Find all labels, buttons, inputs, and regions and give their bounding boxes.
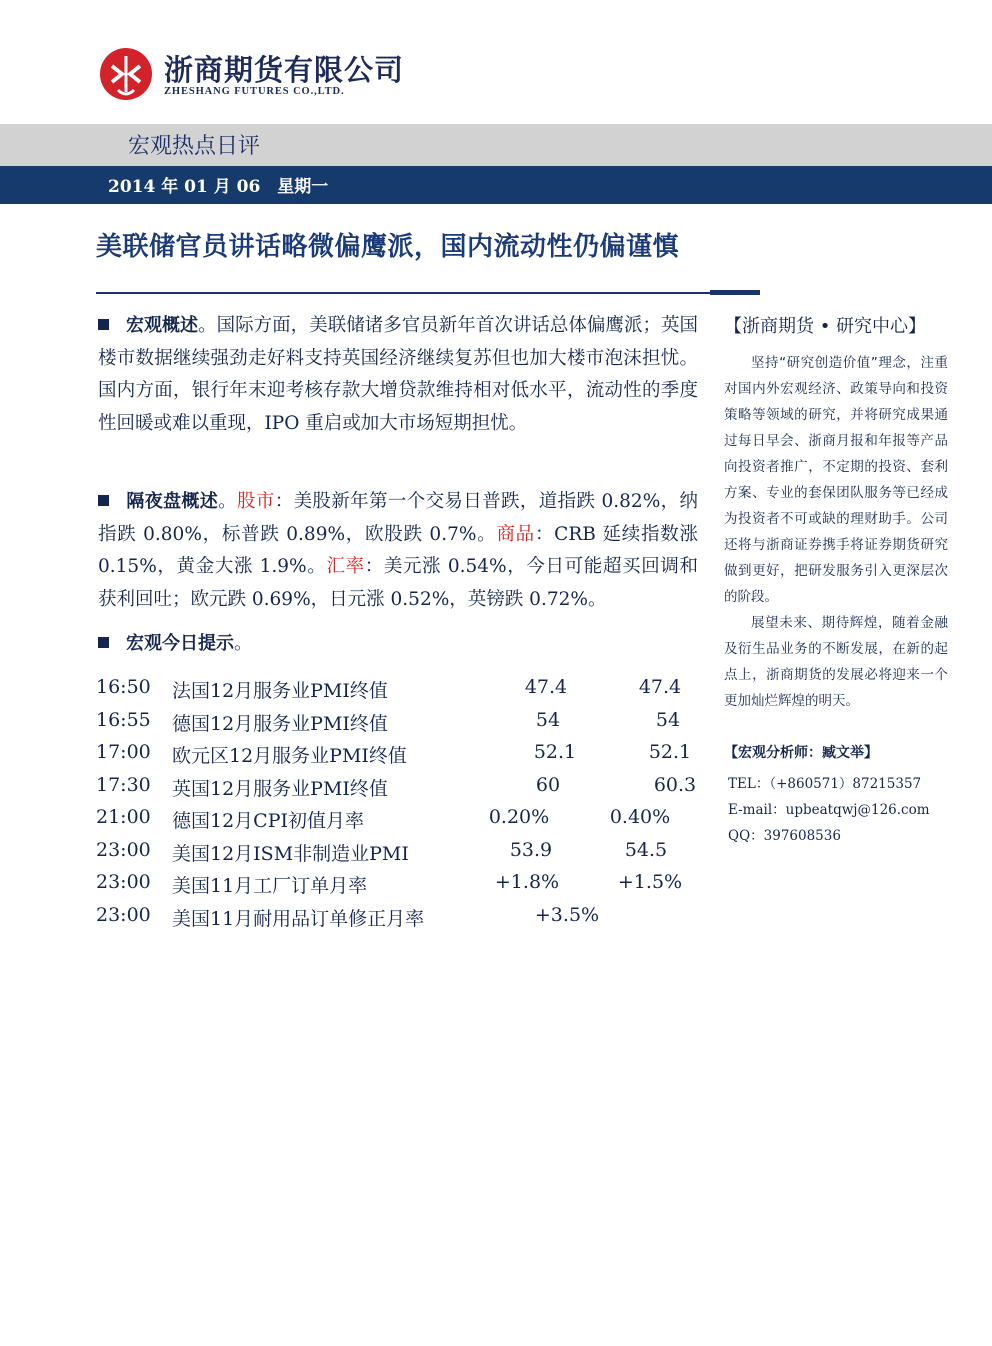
title-divider	[96, 292, 710, 294]
event-time: 23:00	[96, 871, 151, 893]
schedule-row	[96, 871, 716, 901]
square-bullet-icon	[98, 495, 109, 506]
sidebar-title: 【浙商期货 • 研究中心】	[724, 316, 927, 337]
stock-text: ：美股新年第一个交易日普跌，道指跌 0.82%，纳指跌 0.80%，标普跌 0.89%，欧股跌 0.7%。	[98, 491, 698, 545]
analyst-name: 【宏观分析师：臧文举】	[724, 745, 878, 761]
section-sep: 。	[234, 633, 253, 654]
schedule-row	[96, 839, 716, 869]
macro-overview-section	[98, 310, 698, 440]
previous-value: 47.4	[524, 676, 568, 698]
stock-label: 股市	[237, 491, 275, 512]
today-tips-section	[98, 628, 698, 661]
schedule-row	[96, 774, 716, 804]
schedule-row	[96, 806, 716, 836]
page-title: 美联储官员讲话略微偏鹰派，国内流动性仍偏谨慎	[96, 232, 680, 262]
event-name: 德国12月CPI初值月率	[172, 810, 365, 832]
overnight-overview-section	[98, 486, 698, 616]
forecast-value: 60.3	[653, 774, 697, 796]
section-label: 宏观概述	[126, 315, 199, 336]
company-name-cn: 浙商期货有限公司	[164, 53, 405, 87]
forecast-value: 47.4	[638, 676, 682, 698]
previous-value: 0.20%	[488, 806, 550, 828]
forecast-value: +1.5%	[617, 871, 683, 893]
event-name: 欧元区12月服务业PMI终值	[172, 745, 407, 767]
event-name: 英国12月服务业PMI终值	[172, 778, 388, 800]
commodity-text: ：CRB 延续指数涨 0.15%，黄金大涨 1.9%。	[98, 523, 698, 577]
report-date: 2014 年 01 月 06 星期一	[108, 177, 329, 197]
square-bullet-icon	[98, 637, 109, 648]
fx-label: 汇率	[326, 556, 365, 577]
forecast-value: +3.5%	[534, 904, 600, 926]
section-text: 。国际方面，美联储诸多官员新年首次讲话总体偏鹰派；英国楼市数据继续强劲走好料支持英国经济继续复苏但也加大楼市泡沫担忧。国内方面，银行年末迎考核存款大增贷款维持相对低水平，流动性的季度性回暖或难以重现，IPO 重启或加大市场短期担忧。	[98, 315, 698, 434]
forecast-value: 52.1	[648, 741, 692, 763]
title-divider-accent	[710, 290, 760, 295]
fx-text: ：美元涨 0.54%，今日可能超买回调和获利回吐；欧元跌 0.69%，日元涨 0.52%，英镑跌 0.72%。	[98, 556, 699, 610]
schedule-row	[96, 709, 716, 739]
event-name: 法国12月服务业PMI终值	[172, 680, 388, 702]
schedule-row	[96, 676, 716, 706]
analyst-phone: TEL：（+860571）87215357	[728, 776, 922, 792]
schedule-row	[96, 904, 716, 934]
event-name: 美国11月耐用品订单修正月率	[172, 908, 425, 930]
event-time: 23:00	[96, 904, 151, 926]
event-name: 德国12月服务业PMI终值	[172, 713, 388, 735]
sidebar-outlook: 展望未来、期待辉煌，随着金融及衍生品业务的不断发展，在新的起点上，浙商期货的发展必将迎来一个更加灿烂辉煌的明天。	[724, 615, 948, 709]
event-time: 17:30	[96, 774, 151, 796]
forecast-value: 0.40%	[609, 806, 671, 828]
analyst-email[interactable]: E-mail：upbeatqwj@126.com	[728, 802, 930, 818]
event-time: 16:50	[96, 676, 151, 698]
previous-value: 60	[535, 774, 561, 796]
event-time: 16:55	[96, 709, 151, 731]
event-time: 23:00	[96, 839, 151, 861]
company-name-en: ZHESHANG FUTURES CO.,LTD.	[164, 86, 345, 97]
zheshang-logo-icon	[98, 46, 154, 102]
commodity-label: 商品	[496, 523, 535, 545]
previous-value: 53.9	[509, 839, 553, 861]
square-bullet-icon	[98, 319, 109, 330]
forecast-value: 54.5	[624, 839, 668, 861]
report-type-title: 宏观热点日评	[128, 134, 261, 159]
event-time: 17:00	[96, 741, 151, 763]
sidebar-intro: 坚持“研究创造价值”理念，注重对国内外宏观经济、政策导向和投资策略等领域的研究，并将研究成果通过每日早会、浙商月报和年报等产品向投资者推广，不定期的投资、套利方案、专业的套保团队服务等已经成为投资者不可或缺的理财助手。公司还将与浙商证券携手将证券期货研究做到更好，把研发服务引入更深层次的阶段。	[724, 355, 948, 605]
event-time: 21:00	[96, 806, 151, 828]
event-name: 美国12月ISM非制造业PMI	[172, 843, 409, 865]
forecast-value: 54	[655, 709, 681, 731]
schedule-row	[96, 741, 716, 771]
previous-value: 54	[535, 709, 561, 731]
section-label: 隔夜盘概述	[126, 491, 219, 512]
section-sep: 。	[218, 491, 237, 512]
event-name: 美国11月工厂订单月率	[172, 875, 368, 897]
analyst-qq: QQ：397608536	[728, 828, 841, 844]
section-label: 宏观今日提示	[126, 633, 234, 654]
previous-value: +1.8%	[494, 871, 560, 893]
previous-value: 52.1	[533, 741, 577, 763]
